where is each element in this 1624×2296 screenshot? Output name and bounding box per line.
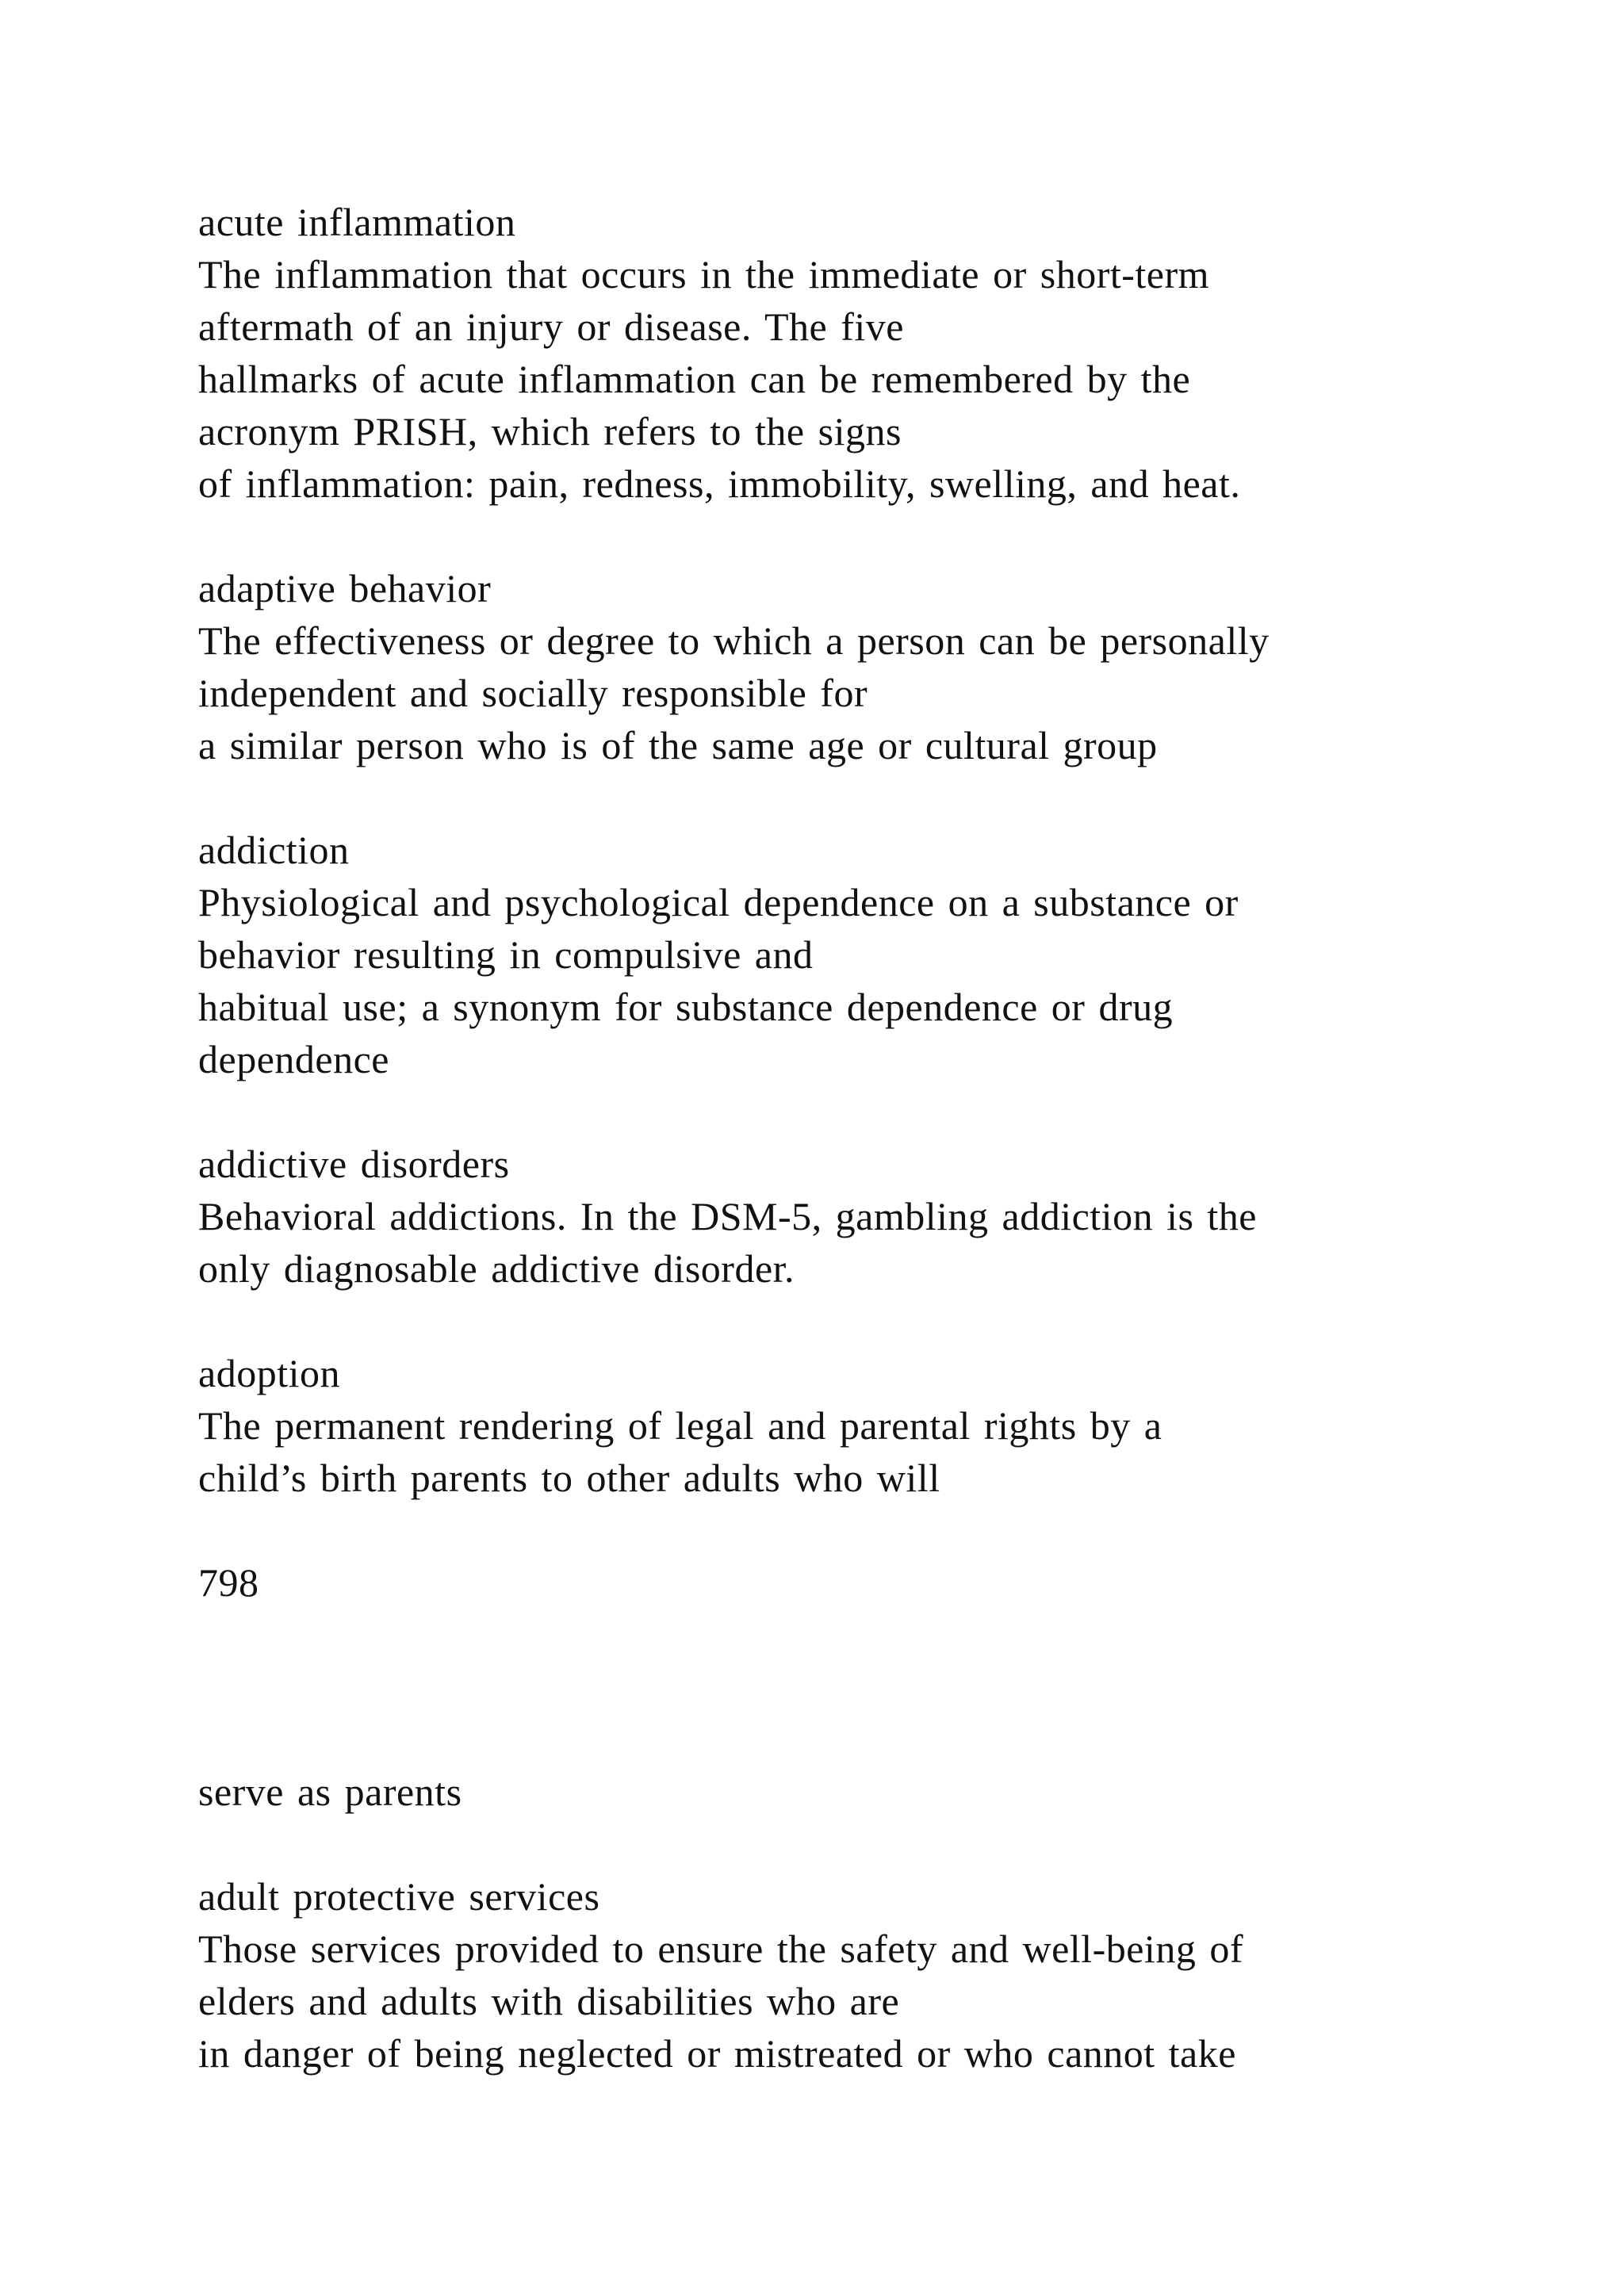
- definition-line: in danger of being neglected or mistreated or who cannot take: [198, 2031, 1236, 2076]
- page-number: 798: [198, 1560, 259, 1605]
- definition-line: serve as parents: [198, 1770, 462, 1814]
- glossary-term-addiction: addiction: [198, 828, 350, 872]
- definition-line: of inflammation: pain, redness, immobility, swelling, and heat.: [198, 461, 1241, 506]
- definition-line: habitual use; a synonym for substance dependence or drug: [198, 985, 1174, 1029]
- definition-line: Behavioral addictions. In the DSM-5, gambling addiction is the: [198, 1194, 1257, 1238]
- blank-line: [198, 510, 1546, 562]
- definition-line: only diagnosable addictive disorder.: [198, 1246, 795, 1291]
- glossary-term-adult-protective-services: adult protective services: [198, 1874, 600, 1919]
- glossary-term-addictive-disorders: addictive disorders: [198, 1142, 510, 1186]
- definition-line: The effectiveness or degree to which a person can be personally: [198, 618, 1270, 663]
- glossary-term-adaptive-behavior: adaptive behavior: [198, 566, 492, 610]
- definition-line: acronym PRISH, which refers to the signs: [198, 409, 902, 453]
- glossary-text: [198, 196, 1546, 2080]
- definition-line: independent and socially responsible for: [198, 671, 868, 715]
- glossary-term-acute-inflammation: acute inflammation: [198, 200, 516, 244]
- blank-line: [198, 1085, 1546, 1138]
- definition-line: behavior resulting in compulsive and: [198, 932, 814, 977]
- blank-line: [198, 1504, 1546, 1556]
- definition-line: hallmarks of acute inflammation can be remembered by the: [198, 357, 1191, 401]
- definition-line: Physiological and psychological dependence on a substance or: [198, 880, 1239, 924]
- glossary-term-adoption: adoption: [198, 1351, 340, 1395]
- definition-line: dependence: [198, 1037, 389, 1081]
- page-break: [198, 1609, 1546, 1766]
- definition-line: The permanent rendering of legal and parental rights by a: [198, 1403, 1162, 1448]
- definition-line: Those services provided to ensure the safety and well-being of: [198, 1927, 1243, 1971]
- blank-line: [198, 1818, 1546, 1870]
- blank-line: [198, 771, 1546, 824]
- definition-line: The inflammation that occurs in the immediate or short-term: [198, 252, 1210, 297]
- blank-line: [198, 1295, 1546, 1347]
- definition-line: aftermath of an injury or disease. The five: [198, 304, 904, 349]
- definition-line: elders and adults with disabilities who are: [198, 1979, 900, 2023]
- definition-line: child’s birth parents to other adults who will: [198, 1456, 940, 1500]
- definition-line: a similar person who is of the same age or cultural group: [198, 723, 1158, 767]
